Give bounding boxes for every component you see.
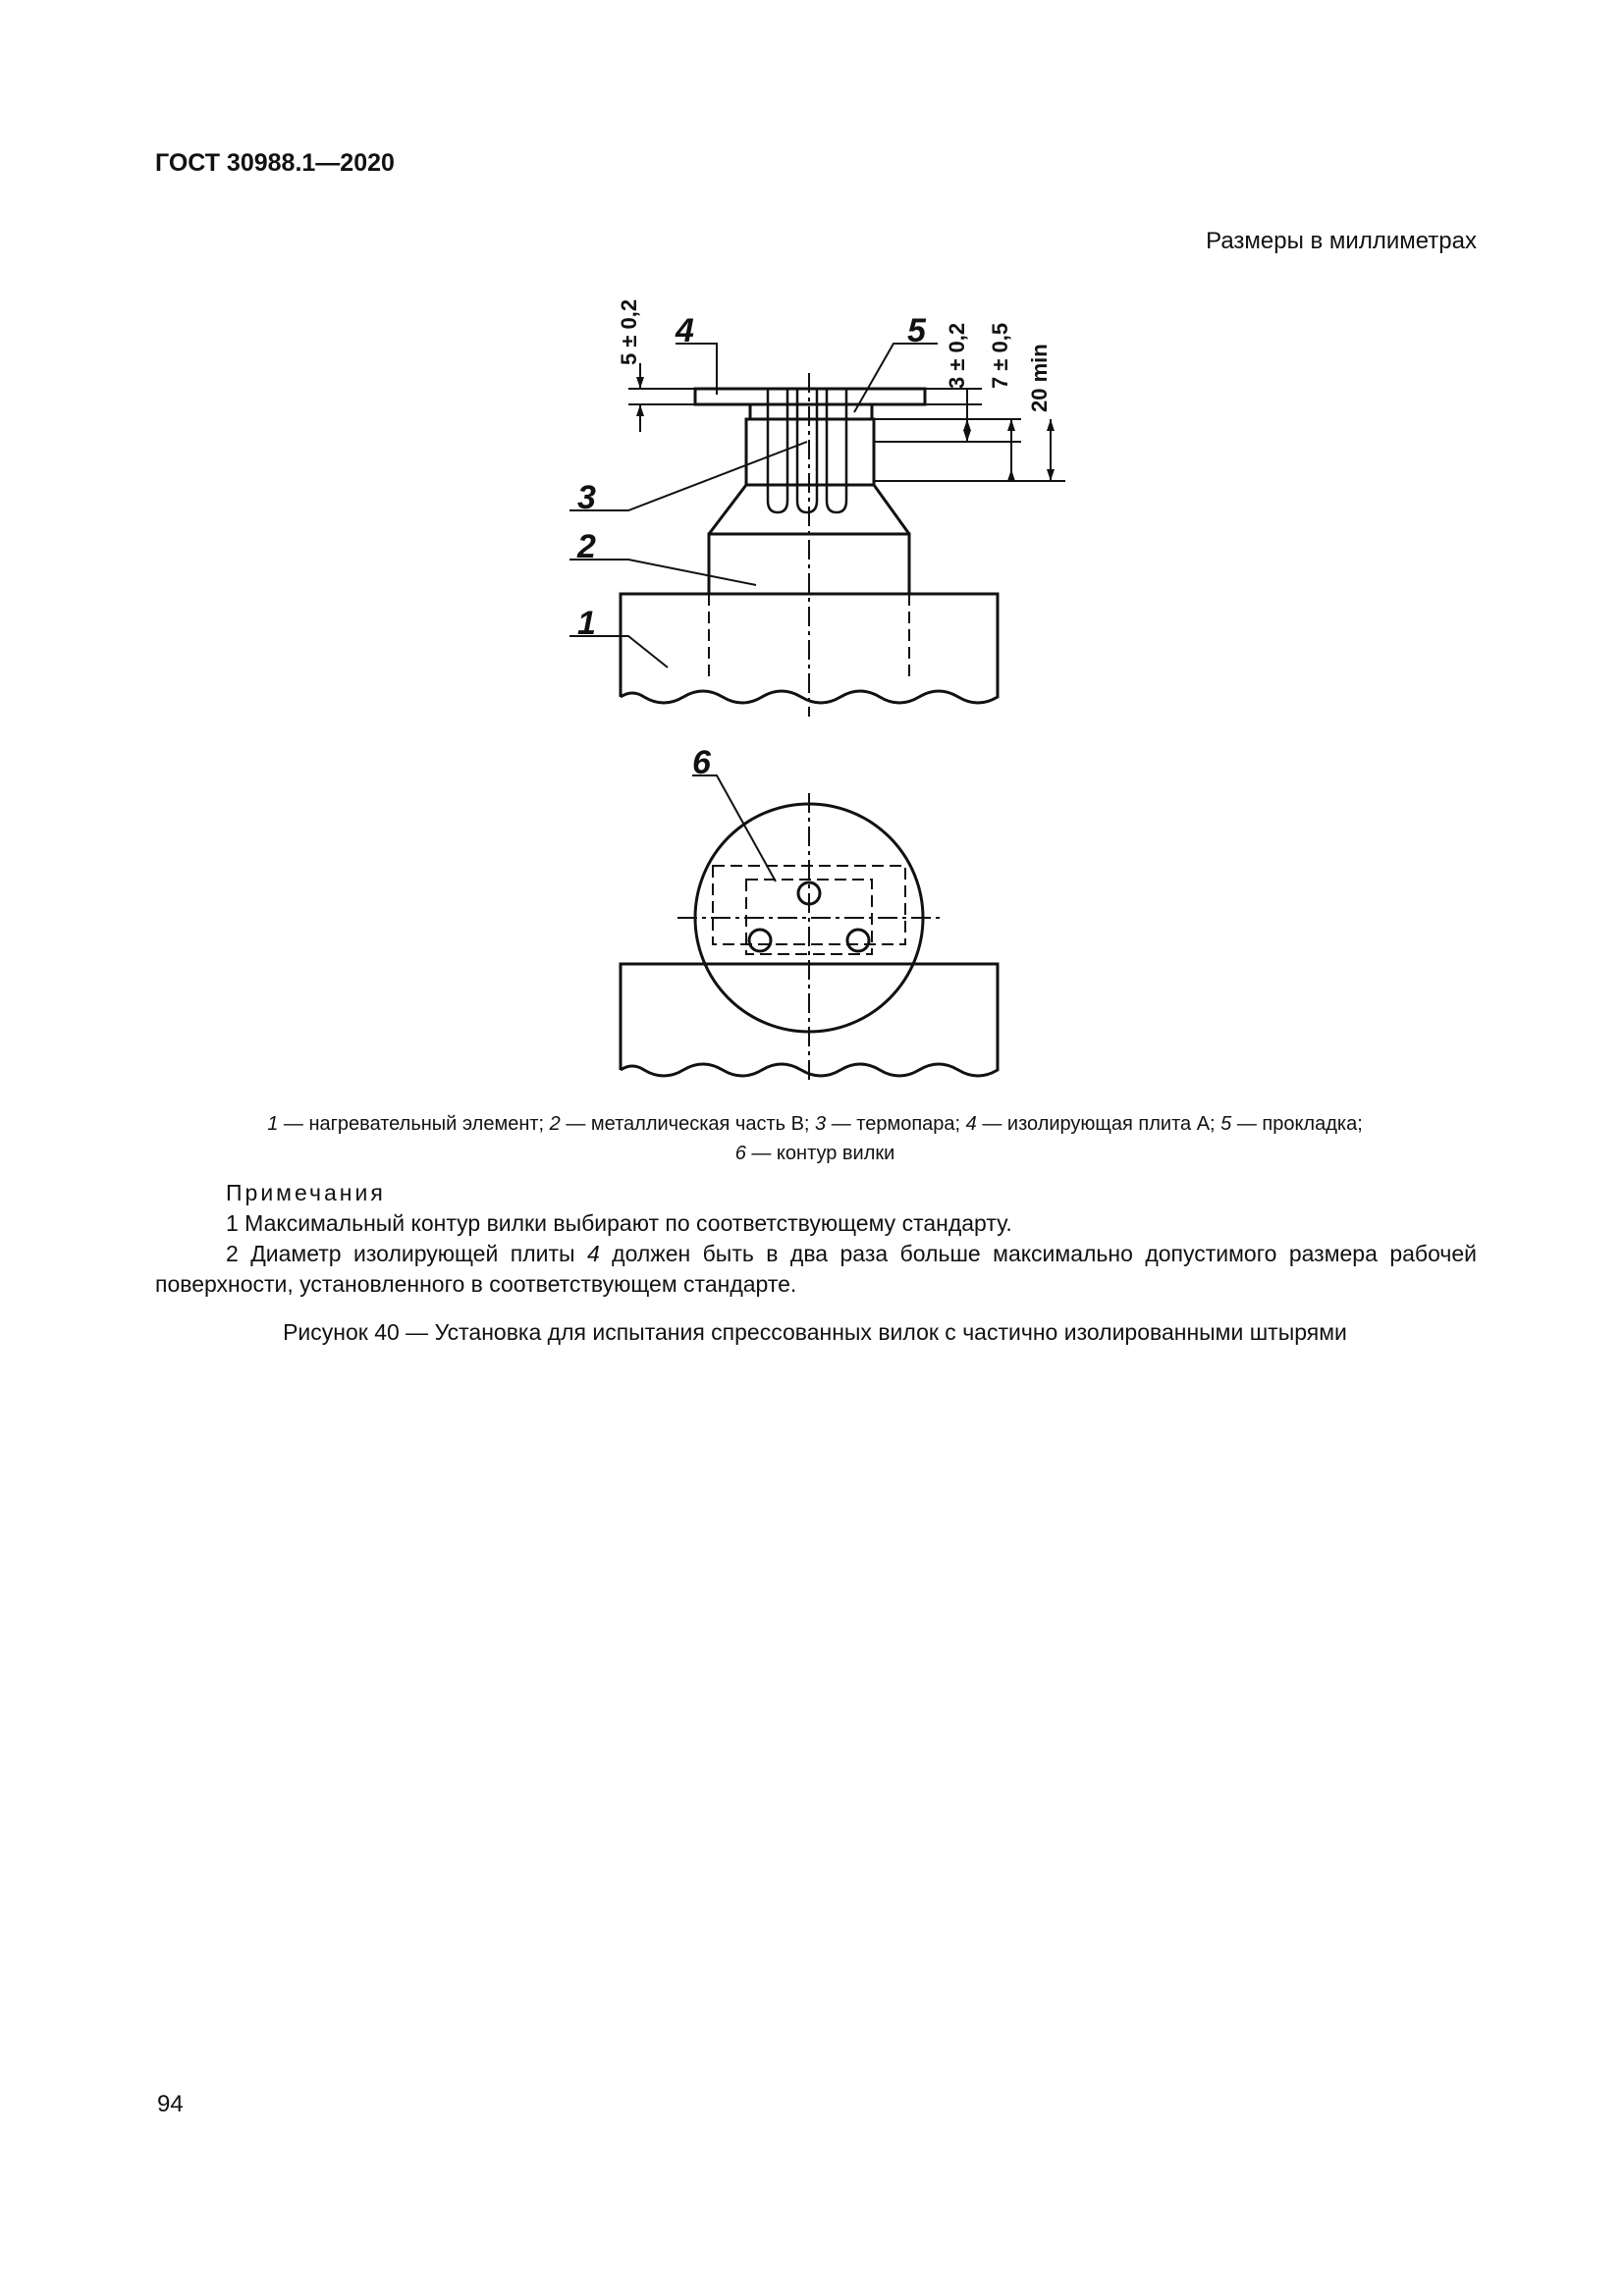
callout-1: 1: [577, 605, 596, 642]
dimension-20: 20 min: [1027, 344, 1052, 412]
note-1: 1 Максимальный контур вилки выбирают по соответствующему стандарту.: [226, 1210, 1012, 1236]
plug-pin: [749, 930, 771, 951]
leader-4: [676, 344, 717, 395]
notes-title: Примечания: [226, 1180, 386, 1205]
units-note: Размеры в миллиметрах: [1206, 228, 1477, 254]
technical-drawing: [0, 0, 1624, 1099]
thermocouple-wire: [827, 389, 846, 512]
legend-item: 1 — нагревательный элемент;: [267, 1113, 550, 1135]
figure-caption: Рисунок 40 — Установка для испытания спрессованных вилок с частично изолированными штырями: [283, 1319, 1347, 1345]
notes-section: [155, 1178, 1477, 1300]
leader-3: [569, 442, 807, 510]
legend-item: 2 — металлическая часть В;: [549, 1113, 816, 1135]
plug-pin: [847, 930, 869, 951]
legend-item: 6 — контур вилки: [734, 1143, 895, 1164]
legend-item: 4 — изолирующая плита А;: [965, 1113, 1221, 1135]
legend-item: 3 — термопара;: [815, 1113, 966, 1135]
dimension-5: 5 ± 0,2: [617, 298, 641, 365]
dimension-3: 3 ± 0,2: [945, 322, 969, 389]
callout-4: 4: [676, 312, 694, 349]
leader-2: [569, 560, 756, 585]
document-header: ГОСТ 30988.1—2020: [155, 149, 395, 177]
legend-item: 5 — прокладка;: [1220, 1113, 1363, 1135]
callout-2: 2: [577, 528, 596, 565]
page-number: 94: [157, 2091, 184, 2117]
callout-5: 5: [907, 312, 926, 349]
thermocouple-wire: [797, 389, 817, 512]
note-2: 2 Диаметр изолирующей плиты 4 должен быть в два раза больше максимально допустимого размера рабочей поверхности, установленного в соответствующем стандарте.: [155, 1241, 1477, 1297]
dimension-7: 7 ± 0,5: [988, 322, 1012, 389]
callout-3: 3: [577, 479, 596, 516]
callout-6: 6: [692, 744, 711, 781]
figure-legend: [157, 1109, 1473, 1168]
